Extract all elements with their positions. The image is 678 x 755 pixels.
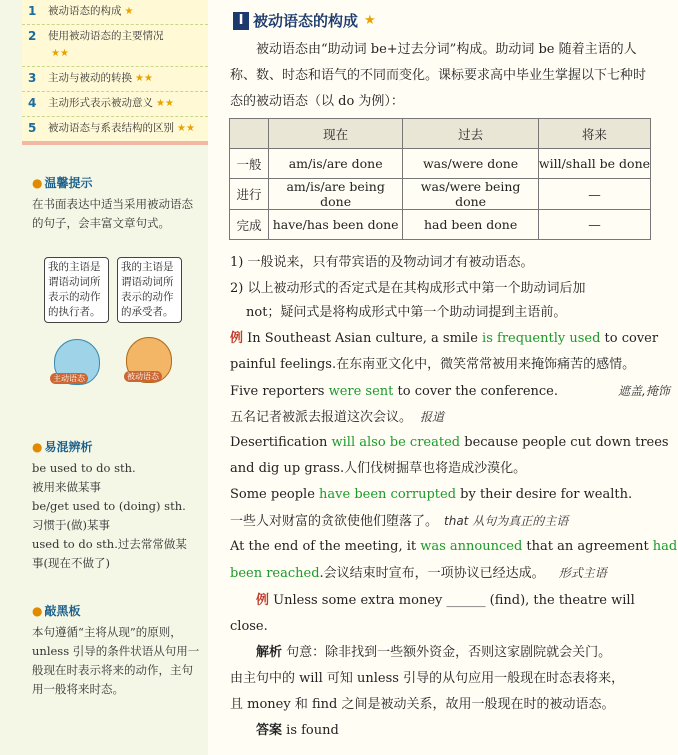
toc-num: 3 (28, 71, 37, 85)
example-1-line-1: 例 In Southeast Asian culture, a smile is frequently used to cover (230, 331, 659, 346)
confuse-line: used to do sth.过去常常做某 (32, 537, 187, 551)
intro-paragraph: 被动语态由“助动词 be+过去分词”构成。助动词 be 随着主语的人称、数、时态和语气的不同而变化。课标要求高中毕业生掌握以下七种时态的被动语态（以 do 为例）： (230, 42, 647, 109)
analysis-line-1: 解析 句意：除非找到一些额外资金，否则这家剧院就会关门。 (256, 645, 612, 660)
table-header-row (230, 119, 651, 149)
star-icon: ★★ (177, 123, 195, 134)
tense-table (229, 118, 651, 240)
table-cell: have/has been done (269, 210, 403, 240)
illustration (44, 257, 189, 389)
table-cell: am/is/are being done (269, 179, 403, 210)
confuse-line: 习惯于(做)某事 (32, 518, 110, 532)
toc-num: 1 (28, 4, 37, 18)
toc-item[interactable] (22, 25, 208, 67)
char-label-active: 主动语态 (50, 373, 88, 384)
note-3: not；疑问式是将构成形式中第一个助动词提到主语前。 (246, 305, 567, 320)
char-label-passive: 被动语态 (124, 371, 162, 382)
board-text: 本句遵循“主将从现”的原则，unless 引导的条件状语从句用一般现在时表示将来的动作，主句用一般将来时态。 (32, 625, 200, 696)
bullet-icon: ● (32, 604, 43, 618)
example-5-line-1: At the end of the meeting, it was announced that an agreement had (230, 539, 678, 554)
confuse-line: 被用来做某事 (32, 480, 101, 494)
toc-item[interactable] (22, 0, 208, 25)
tip-text: 在书面表达中适当采用被动语态的句子，会丰富文章句式。 (32, 197, 193, 230)
confuse-line: be used to do sth. (32, 461, 136, 475)
toc-label: 被动语态的构成 (48, 5, 122, 17)
toc (22, 0, 208, 145)
example-2-line-1: Five reporters were sent to cover the conference. 遮盖,掩饰 (230, 384, 670, 399)
handwritten-note: 形式主语 (558, 566, 607, 580)
table-header: 将来 (538, 119, 650, 149)
star-icon: ★★ (51, 48, 69, 59)
table-row (230, 179, 651, 210)
answer-label: 答案 (256, 723, 283, 738)
table-cell: — (538, 210, 650, 240)
section-number: I (233, 12, 249, 30)
table-row (230, 210, 651, 240)
answer-value: is found (286, 723, 339, 738)
toc-label: 主动形式表示被动意义 (48, 97, 153, 109)
table-cell: was/were being done (403, 179, 539, 210)
confuse-line: 事(现在不做了) (32, 556, 110, 570)
star-icon: ★★ (135, 73, 153, 84)
tip-section (32, 174, 204, 233)
example-3-line-2: and dig up grass.人们伐树掘草也将造成沙漠化。 (230, 461, 527, 476)
example-label: 例 (230, 331, 244, 346)
answer-line (230, 718, 678, 744)
exercise-line-1: 例 Unless some extra money ______ (find), the theatre will (256, 593, 635, 608)
note-2: 2) 以上被动形式的否定式是在其构成形式中第一个助动词后加 (230, 281, 586, 296)
toc-label: 使用被动语态的主要情况 (48, 30, 164, 42)
bullet-icon: ● (32, 440, 43, 454)
table-cell: will/shall be done (538, 149, 650, 179)
example-4-line-2: 一些人对财富的贪欲使他们堕落了。 that 从句为真正的主语 (230, 514, 569, 529)
toc-num: 2 (28, 29, 37, 43)
star-icon: ★ (124, 6, 134, 17)
example-4-line-1: Some people have been corrupted by their desire for wealth. (230, 487, 633, 502)
table-cell: was/were done (403, 149, 539, 179)
confuse-section (32, 438, 204, 573)
bubble-passive: 我的主语是谓语动词所表示的动作的承受者。 (117, 257, 182, 323)
board-section (32, 602, 204, 699)
confuse-heading: ● 易混辨析 (32, 440, 93, 454)
section-title-text: 被动语态的构成 (253, 12, 359, 30)
toc-label: 被动语态与系表结构的区别 (48, 122, 174, 134)
example-1-line-2: painful feelings.在东南亚文化中，微笑常常被用来掩饰痛苦的感情。 (230, 357, 636, 372)
table-cell: 完成 (230, 210, 269, 240)
board-heading: ● 敲黑板 (32, 604, 81, 618)
confuse-line: be/get used to (doing) sth. (32, 499, 186, 513)
example-label: 例 (256, 593, 270, 608)
table-cell: had been done (403, 210, 539, 240)
star-icon: ★★ (156, 98, 174, 109)
table-header: 过去 (403, 119, 539, 149)
table-header: 现在 (269, 119, 403, 149)
bullet-icon: ● (32, 176, 43, 190)
section-title (233, 10, 376, 31)
toc-item[interactable] (22, 92, 208, 117)
note-1: 1) 一般说来，只有带宾语的及物动词才有被动语态。 (230, 255, 534, 270)
table-header (230, 119, 269, 149)
handwritten-note: 报道 (420, 410, 445, 424)
tip-heading: ● 温馨提示 (32, 176, 93, 190)
toc-num: 5 (28, 121, 37, 135)
toc-item[interactable] (22, 67, 208, 92)
table-cell: 一般 (230, 149, 269, 179)
table-row (230, 149, 651, 179)
sidebar (0, 0, 208, 755)
analysis-line-3: 且 money 和 find 之间是被动关系，故用一般现在时的被动语态。 (230, 697, 615, 712)
bubble-active: 我的主语是谓语动词所表示的动作的执行者。 (44, 257, 109, 323)
analysis-line-2: 由主句中的 will 可知 unless 引导的从句应用一般现在时态表将来， (230, 671, 625, 686)
example-5-line-2: been reached.会议结束时宣布，一项协议已经达成。 形式主语 (230, 566, 607, 581)
analysis-label: 解析 (256, 645, 283, 660)
handwritten-note: that 从句为真正的主语 (444, 514, 569, 528)
table-cell: am/is/are done (269, 149, 403, 179)
table-cell: — (538, 179, 650, 210)
exercise-line-2: close. (230, 619, 268, 634)
toc-item[interactable] (22, 117, 208, 141)
handwritten-note: 遮盖,掩饰 (618, 384, 670, 398)
example-2-line-2: 五名记者被派去报道这次会议。 报道 (230, 410, 445, 425)
toc-num: 4 (28, 96, 37, 110)
example-3-line-1: Desertification will also be created because people cut down trees (230, 435, 669, 450)
toc-label: 主动与被动的转换 (48, 72, 132, 84)
star-icon: ★ (364, 13, 376, 28)
table-cell: 进行 (230, 179, 269, 210)
